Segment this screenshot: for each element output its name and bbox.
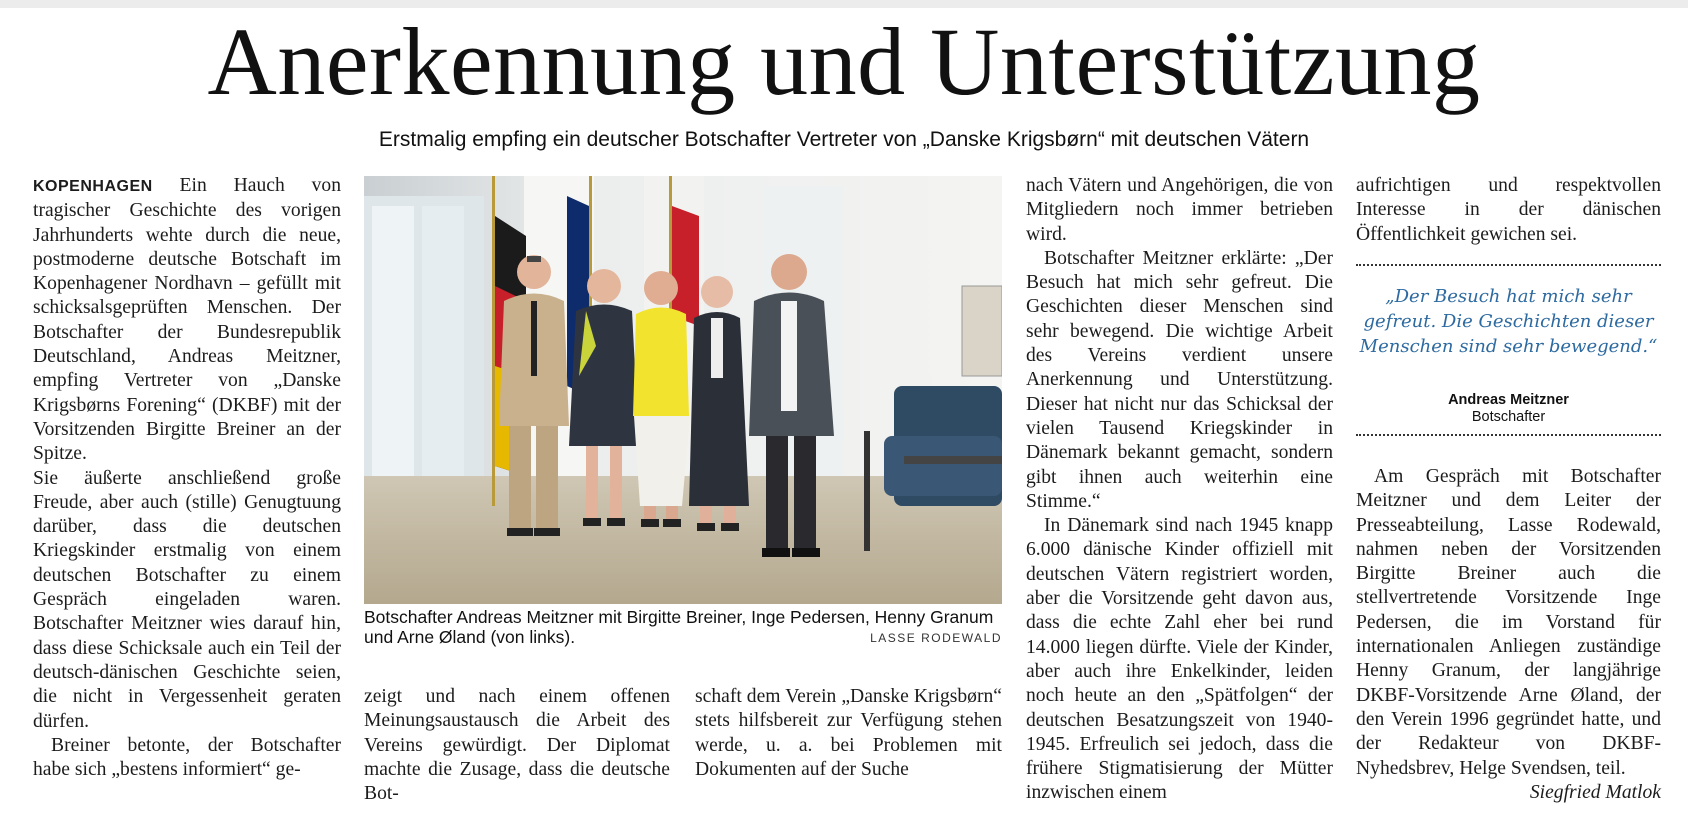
- paragraph: zeigt und nach einem offenen Meinungsaustausch die Arbeit des Vereins gewürdigt. Der Diplomat machte die Zusage, dass die deutsche Bot-: [364, 686, 670, 805]
- paragraph: aufrichtigen und respektvollen Interesse in der dänischen Öffentlichkeit gewichen sei.: [1356, 175, 1661, 245]
- lead-text: Ein Hauch von tragischer Geschichte des vorigen Jahrhunderts wehte durch die neue, postmoderne deutsche Botschaft im Kopenhagener Nordhavn – gefüllt mit schicksalsgeprüften Menschen. Der Botschafter der Bundesrepublik Deutschland, Andreas Meitzner, empfing Vertreter von „Danske Krigsbørns Forening“ (DKBF) mit der Vorsitzenden Birgitte Breiner an der Spitze.: [33, 175, 341, 465]
- pull-quote-box: [1356, 264, 1661, 436]
- article-column-4: [1026, 174, 1333, 806]
- lead-paragraph: [33, 174, 341, 467]
- photo-credit: LASSE RODEWALD: [870, 631, 1002, 645]
- paragraph: Botschafter Meitzner erklärte: „Der Besuch hat mich sehr gefreut. Die Geschichten dieser Menschen sind sehr bewegend. Die wichtige Arbeit des Vereins verdient unsere Anerkennung und Unterstützung. Dieser hat nicht nur das Schicksal der vielen Tausend Kriegskinder in Dänemark bekannt gemacht, sondern gibt ihnen auch weiterhin eine Stimme.“: [1026, 247, 1333, 512]
- pull-quote-role: Botschafter: [1471, 409, 1546, 425]
- headline: Anerkennung und Unterstützung: [207, 8, 1481, 115]
- paragraph-text: Am Gespräch mit Botschafter Meitzner und dem Leiter der Presseabteilung, Lasse Rodewald, nahmen neben der Vorsitzenden Birgitte Breiner auch die stellvertretende Vorsitzende Inge Pedersen, die im Vorstand für internationalen Anliegen zuständige Henny Granum, der langjährige DKBF-Vorsitzende Arne Øland, der den Verein 1996 gegründet hatte, und der Redakteur von DKBF-Nyhedsbrev, Helge Svendsen, teil.: [1356, 466, 1661, 779]
- paragraph: Breiner betonte, der Botschafter habe sich „bestens informiert“ ge-: [33, 734, 341, 781]
- paragraph: Sie äußerte anschließend große Freude, aber auch (stille) Genugtuung darüber, dass die deutschen Kriegskinder erstmalig von einem deutschen Botschafter zu einem Gespräch eingeladen waren. Botschafter Meitzner wies darauf hin, dass diese Schicksale auch ein Teil der deutsch-dänischen Geschichte seien, die nicht in Vergessenheit geraten dürfen.: [33, 467, 341, 732]
- paragraph: schaft dem Verein „Danske Krigsbørn“ stets hilfsbereit zur Verfügung stehen werde, u. a. bei Problemen mit Dokumenten auf der Suche: [695, 686, 1002, 780]
- paragraph: [1356, 465, 1661, 803]
- article-column-2: [364, 685, 670, 806]
- paragraph: nach Vätern und Angehörigen, die von Mitgliedern noch immer betrieben wird.: [1026, 175, 1333, 245]
- pull-quote-text: „Der Besuch hat mich sehr gefreut. Die Geschichten dieser Menschen sind sehr bewegend.“: [1359, 286, 1658, 357]
- article-column-3: [695, 685, 1002, 782]
- group-photo-icon: [364, 176, 1002, 604]
- subheadline: Erstmalig empfing ein deutscher Botschafter Vertreter von „Danske Krigsbørn“ mit deutschen Vätern: [378, 128, 1310, 151]
- photo-caption: Botschafter Andreas Meitzner mit Birgitte Breiner, Inge Pedersen, Henny Granum und Arne Øland (von links).: [364, 607, 994, 647]
- author-signature: Siegfried Matlok: [1529, 781, 1661, 803]
- article-column-1: [33, 174, 341, 782]
- paragraph: In Dänemark sind nach 1945 knapp 6.000 dänische Kinder offiziell mit deutschen Vätern registriert worden, aber die Vorsitzende geht davon aus, dass die echte Zahl eher bei rund 14.000 liegen dürfte. Viele der Kinder, aber auch ihre Enkelkinder, leiden noch heute an den „Spätfolgen“ der deutschen Besatzungszeit von 1940-1945. Erfreulich sei jedoch, dass die frühere Stigmatisierung der Mütter inzwischen einem: [1026, 515, 1333, 804]
- article-column-5: [1356, 174, 1661, 247]
- pull-quote-name: Andreas Meitzner: [1448, 392, 1569, 408]
- dateline: KOPENHAGEN: [33, 178, 153, 195]
- article-column-5-continued: [1356, 465, 1661, 805]
- article-photo: [364, 176, 1002, 604]
